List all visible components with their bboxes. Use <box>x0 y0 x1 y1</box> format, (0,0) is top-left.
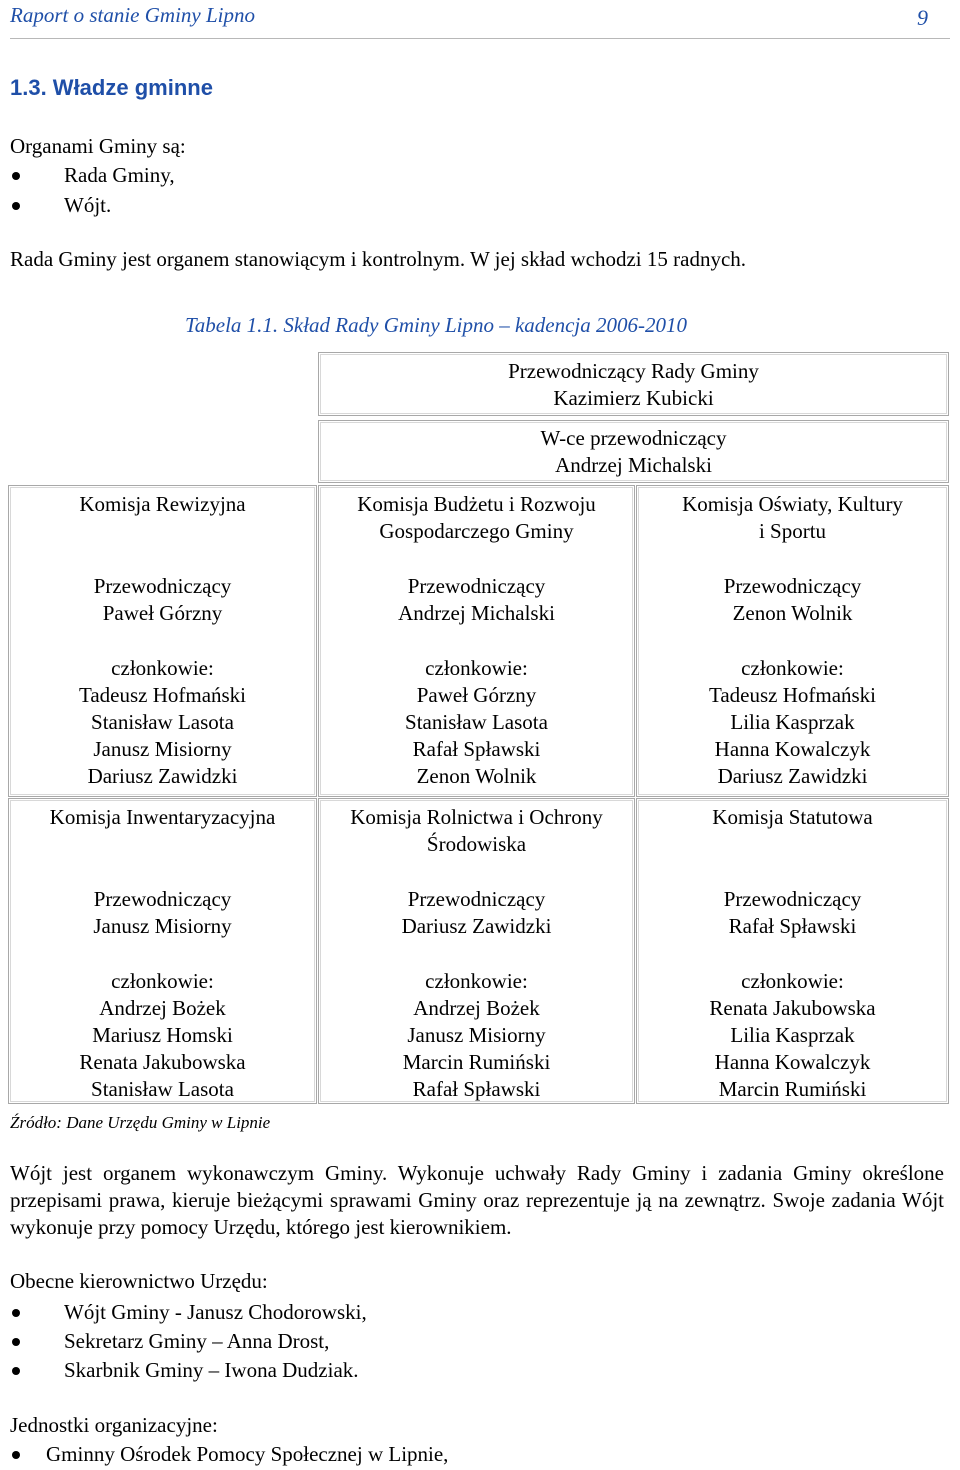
committee-member: Rafał Spławski <box>412 737 541 761</box>
committee-member: Paweł Górzny <box>416 683 537 707</box>
page-header <box>10 0 950 39</box>
management-intro: Obecne kierownictwo Urzędu: <box>10 1269 268 1293</box>
committee-member: Andrzej Bożek <box>413 996 540 1020</box>
committee-name: Komisja Rewizyjna <box>79 492 246 516</box>
section-heading: 1.3. Władze gminne <box>10 75 213 100</box>
council-description: Rada Gminy jest organem stanowiącym i kontrolnym. W jej skład wchodzi 15 radnych. <box>10 247 747 271</box>
committee-cell <box>636 798 949 1104</box>
units-intro: Jednostki organizacyjne: <box>10 1413 218 1437</box>
wojt-description: Wójt jest organem wykonawczym Gminy. Wykonuje uchwały Rady Gminy i zadania Gminy określone przepisami prawa, kieruje bieżącymi sprawami Gminy oraz reprezentuje ją na zewnątrz. Swoje zadania Wójt wykonuje przy pomocy Urzędu, którego jest kierownikiem. <box>10 1161 944 1239</box>
committee-member: Lilia Kasprzak <box>730 710 855 734</box>
committee-cell <box>636 485 949 797</box>
bullet-icon <box>12 1309 20 1317</box>
committee-chair-name: Zenon Wolnik <box>732 601 853 625</box>
committee-member: Stanisław Lasota <box>405 710 548 734</box>
committee-chair-name: Dariusz Zawidzki <box>401 914 552 938</box>
bullet-icon <box>12 1367 20 1375</box>
committee-name: Środowiska <box>426 832 527 856</box>
committee-member: Tadeusz Hofmański <box>708 683 877 707</box>
committee-name: Komisja Statutowa <box>712 805 873 829</box>
committee-member: Lilia Kasprzak <box>730 1023 855 1047</box>
committee-cell <box>318 485 635 797</box>
committee-chair-label: Przewodniczący <box>723 887 862 911</box>
committee-members-label: członkowie: <box>111 656 214 680</box>
committee-name: Komisja Oświaty, Kultury <box>682 492 903 516</box>
committee-member: Janusz Misiorny <box>93 737 232 761</box>
committee-chair-name: Paweł Górzny <box>102 601 223 625</box>
committee-members-label: członkowie: <box>425 656 528 680</box>
committee-member: Hanna Kowalczyk <box>714 1050 871 1074</box>
committee-member: Janusz Misiorny <box>407 1023 546 1047</box>
committee-name: Komisja Rolnictwa i Ochrony <box>350 805 603 829</box>
committee-member: Andrzej Bożek <box>99 996 226 1020</box>
committee-member: Renata Jakubowska <box>79 1050 246 1074</box>
committee-name: Gospodarczego Gminy <box>379 519 574 543</box>
organs-intro: Organami Gminy są: <box>10 134 186 158</box>
committee-name: Komisja Budżetu i Rozwoju <box>357 492 596 516</box>
committee-members-label: członkowie: <box>425 969 528 993</box>
bullet-icon <box>12 1338 20 1346</box>
committee-member: Hanna Kowalczyk <box>714 737 871 761</box>
council-chair-cell <box>318 352 949 416</box>
committee-chair-name: Janusz Misiorny <box>93 914 232 938</box>
vice-name: Andrzej Michalski <box>555 453 712 477</box>
committee-member: Dariusz Zawidzki <box>717 764 868 788</box>
committee-cell <box>8 485 317 797</box>
committee-cell <box>8 798 317 1104</box>
committee-member: Tadeusz Hofmański <box>78 683 247 707</box>
committee-member: Renata Jakubowska <box>709 996 876 1020</box>
table-source: Źródło: Dane Urzędu Gminy w Lipnie <box>10 1113 271 1132</box>
bullet-icon <box>12 1451 20 1459</box>
committee-chair-name: Andrzej Michalski <box>398 601 555 625</box>
committee-chair-name: Rafał Spławski <box>728 914 857 938</box>
committee-members-label: członkowie: <box>741 969 844 993</box>
committee-members-label: członkowie: <box>741 656 844 680</box>
committee-member: Dariusz Zawidzki <box>87 764 238 788</box>
chair-name: Kazimierz Kubicki <box>553 386 714 410</box>
committee-chair-label: Przewodniczący <box>407 574 546 598</box>
committee-member: Marcin Rumiński <box>402 1050 551 1074</box>
committee-name: Komisja Inwentaryzacyjna <box>49 805 276 829</box>
vice-role: W-ce przewodniczący <box>540 426 727 450</box>
committee-name: i Sportu <box>758 519 827 543</box>
committee-member: Rafał Spławski <box>412 1077 541 1101</box>
committee-members-label: członkowie: <box>111 969 214 993</box>
table-caption: Tabela 1.1. Skład Rady Gminy Lipno – kadencja 2006-2010 <box>185 313 688 337</box>
committee-chair-label: Przewodniczący <box>93 887 232 911</box>
committee-member: Stanisław Lasota <box>91 1077 234 1101</box>
bullet-icon <box>12 202 20 210</box>
committee-member: Mariusz Homski <box>92 1023 233 1047</box>
committee-chair-label: Przewodniczący <box>723 574 862 598</box>
committee-member: Stanisław Lasota <box>91 710 234 734</box>
committee-member: Zenon Wolnik <box>416 764 537 788</box>
committee-cell <box>318 798 635 1104</box>
vice-chair-cell <box>318 420 949 483</box>
committee-chair-label: Przewodniczący <box>407 887 546 911</box>
page-number: 9 <box>917 5 928 30</box>
committee-chair-label: Przewodniczący <box>93 574 232 598</box>
chair-role: Przewodniczący Rady Gminy <box>508 359 759 383</box>
committee-member: Marcin Rumiński <box>718 1077 867 1101</box>
document-title: Raport o stanie Gminy Lipno <box>10 3 255 27</box>
bullet-icon <box>12 172 20 180</box>
